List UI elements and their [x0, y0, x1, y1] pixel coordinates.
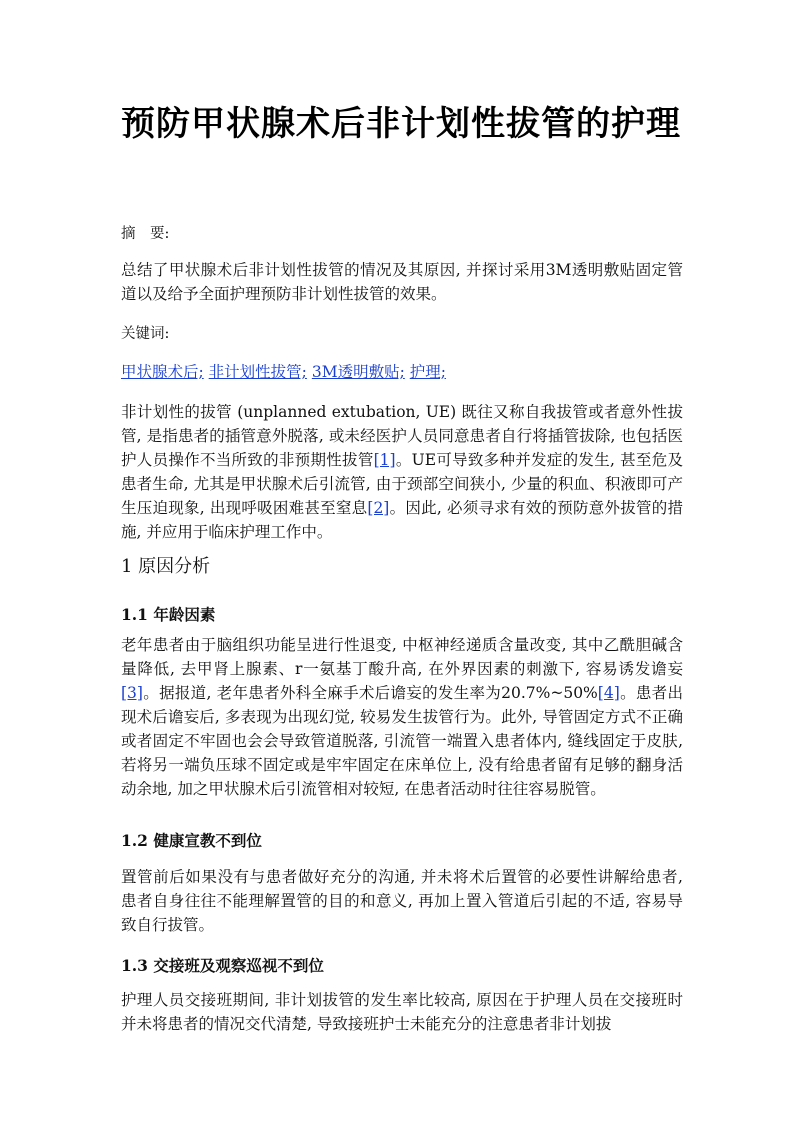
- page-title: 预防甲状腺术后非计划性拔管的护理: [121, 104, 681, 144]
- reference-link[interactable]: [4]: [597, 684, 620, 702]
- keyword-link[interactable]: 护理;: [409, 363, 446, 381]
- intro-paragraph: [121, 400, 683, 544]
- abstract-label: 摘 要:: [121, 226, 170, 242]
- section-paragraph: 护理人员交接班期间, 非计划拔管的发生率比较高, 原因在于护理人员在交接班时并未将患者的情况交代清楚, 导致接班护士未能充分的注意患者非计划拔: [121, 991, 683, 1033]
- reference-link[interactable]: [2]: [367, 499, 390, 517]
- subsection-heading: 1.2 健康宣教不到位: [121, 831, 262, 850]
- keyword-link[interactable]: 甲状腺术后;: [121, 363, 204, 381]
- intro-text: 。因此, 必须寻求有效的预防意外拔管的措施, 并应用于临床护理工作中。: [121, 499, 683, 541]
- keyword-link[interactable]: 非计划性拔管;: [208, 363, 307, 381]
- paragraph-text: 老年患者由于脑组织功能呈进行性退变, 中枢神经递质含量改变, 其中乙酰胆碱含量降低, 去甲肾上腺素、r一氨基丁酸升高, 在外界因素的刺激下, 容易诱发谵妄: [121, 636, 683, 678]
- reference-link[interactable]: [1]: [373, 451, 396, 469]
- paragraph-text: 。患者出现术后谵妄后, 多表现为出现幻觉, 较易发生拔管行为。此外, 导管固定方式不正确或者固定不牢固也会会导致管道脱落, 引流管一端置入患者体内, 缝线固定于皮肤, 若将另一端负压球不固定或是牢牢固定在床单位上, 没有给患者留有足够的翻身活动余地, 加之甲状腺术后引流管相对较短, 在患者活动时往往容易脱管。: [121, 684, 683, 798]
- keyword-link[interactable]: 3M透明敷贴;: [311, 363, 405, 381]
- intro-text: 。UE可导致多种并发症的发生, 甚至危及患者生命, 尤其是甲状腺术后引流管, 由于颈部空间狭小, 少量的积血、积液即可产生压迫现象, 出现呼吸困难甚至窒息: [121, 451, 683, 517]
- paragraph-text: 。据报道, 老年患者外科全麻手术后谵妄的发生率为20.7%~50%: [142, 684, 598, 702]
- intro-text: 非计划性的拔管 (unplanned extubation, UE) 既往又称自我拔管或者意外性拔管, 是指患者的插管意外脱落, 或未经医护人员同意患者自行将插管拔除, 也包括医护人员操作不当所致的非预期性拔管: [121, 403, 683, 469]
- keywords-list: [121, 360, 446, 382]
- subsection-heading: 1.1 年龄因素: [121, 605, 216, 624]
- abstract-text: 总结了甲状腺术后非计划性拔管的情况及其原因, 并探讨采用3M透明敷贴固定管道以及给予全面护理预防非计划性拔管的效果。: [121, 261, 683, 303]
- subsection-heading: 1.3 交接班及观察巡视不到位: [121, 956, 324, 975]
- section-heading: 1 原因分析: [121, 556, 211, 577]
- keywords-label: 关键词:: [121, 326, 170, 342]
- reference-link[interactable]: [3]: [121, 684, 143, 702]
- section-paragraph: 置管前后如果没有与患者做好充分的沟通, 并未将术后置管的必要性讲解给患者, 患者自身往往不能理解置管的目的和意义, 再加上置入管道后引起的不适, 容易导致自行拔管。: [121, 868, 683, 934]
- section-paragraph: [121, 633, 683, 801]
